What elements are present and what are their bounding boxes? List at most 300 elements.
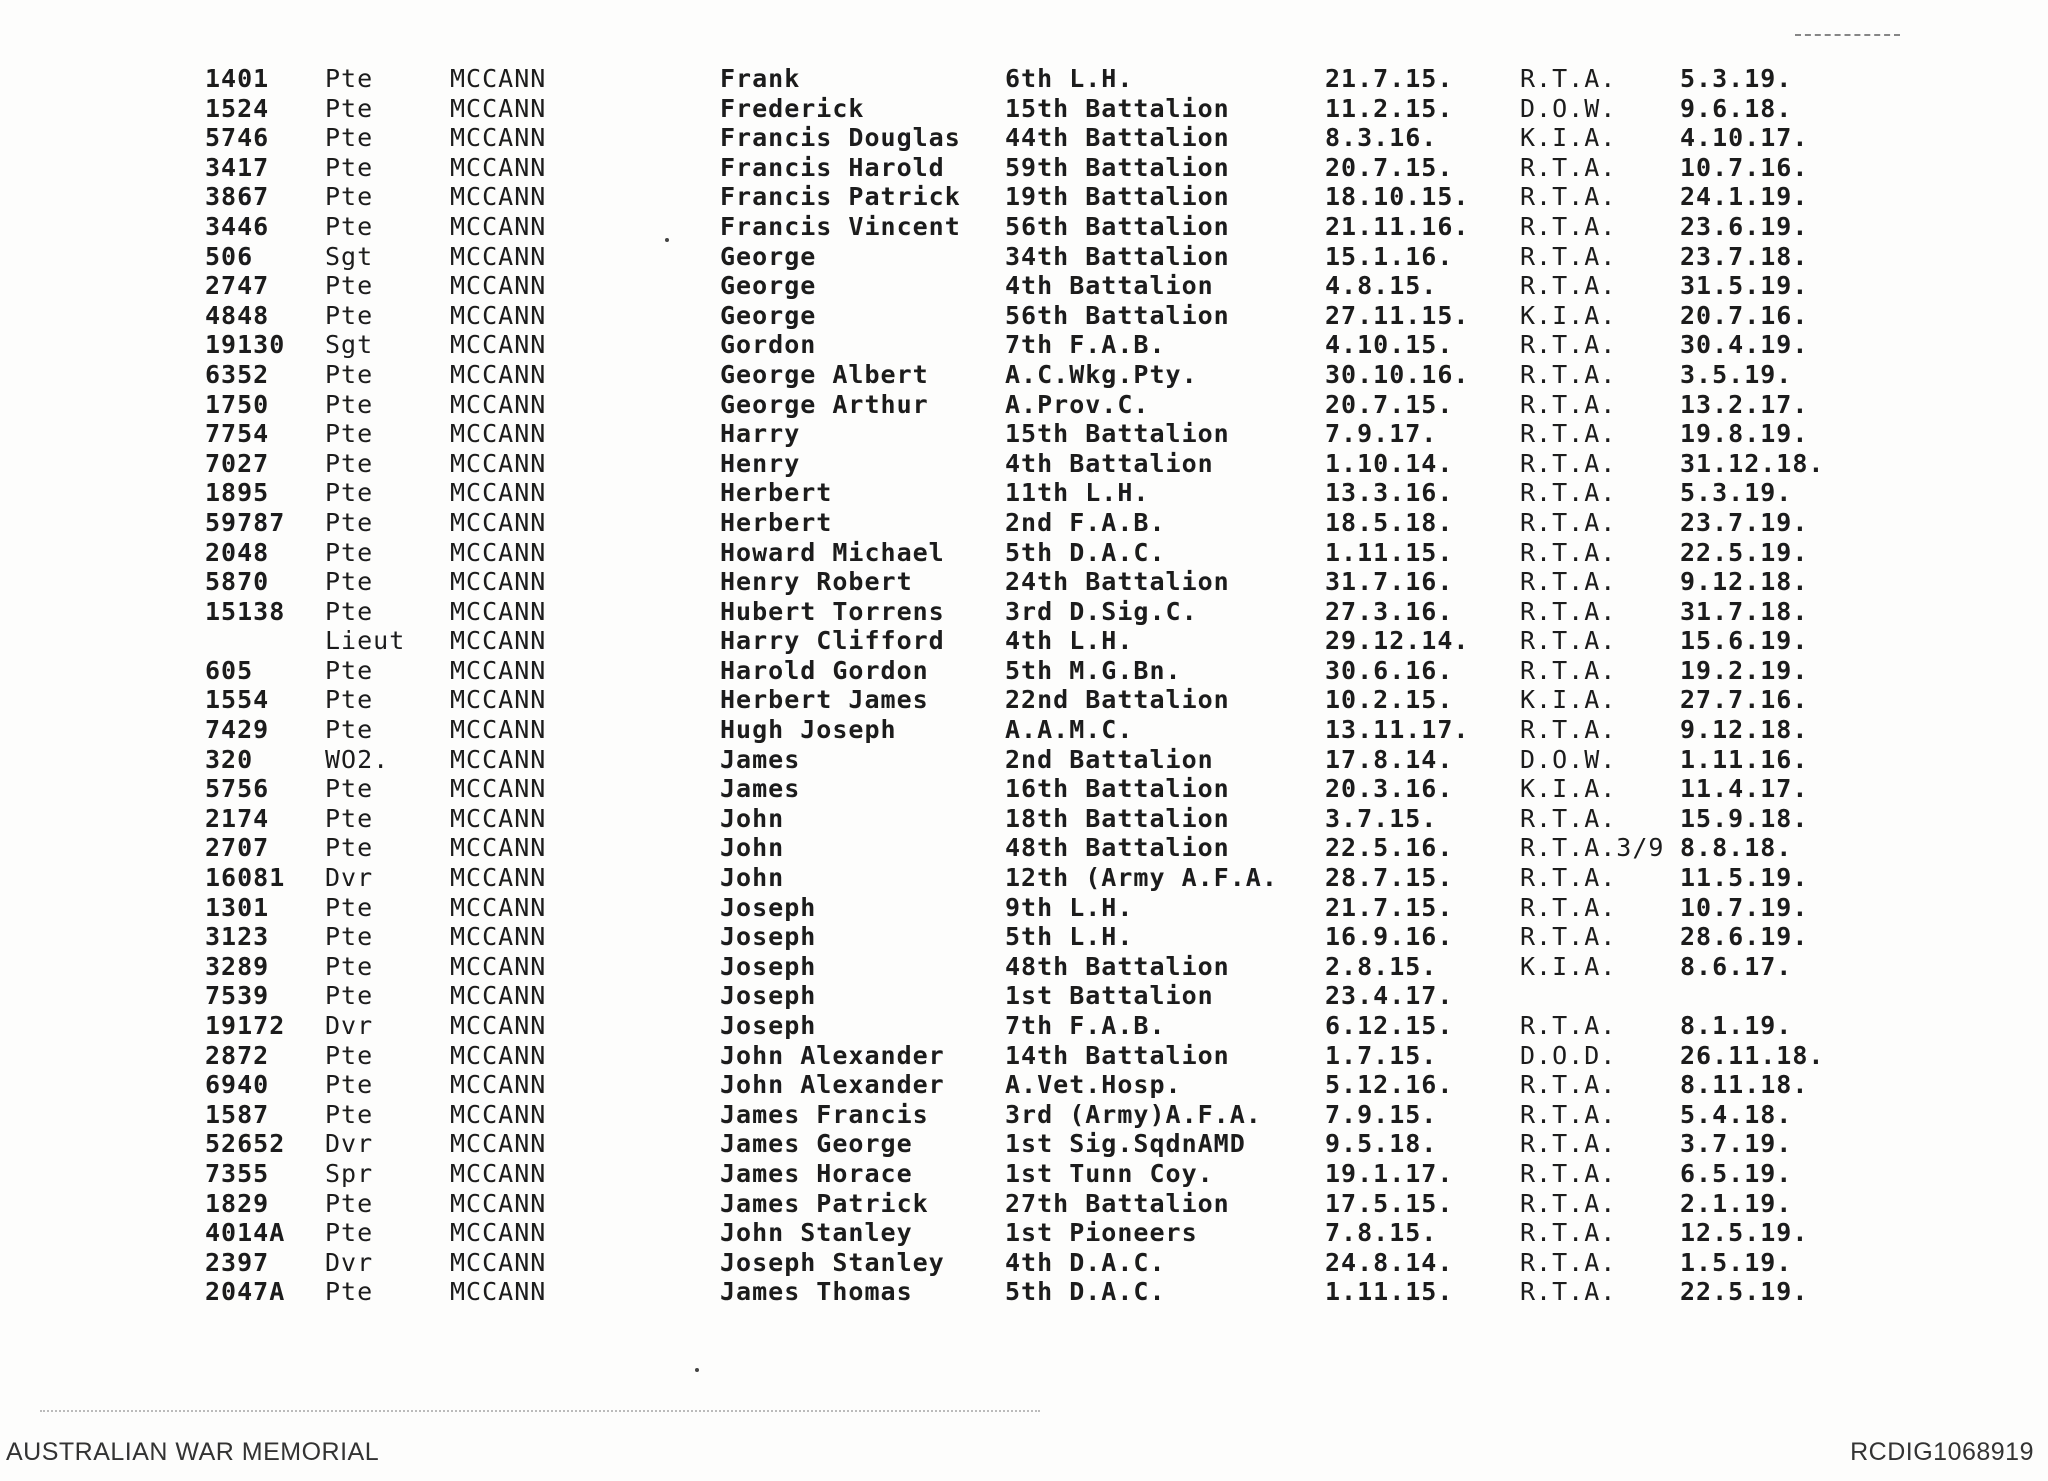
surname: MCCANN — [450, 123, 547, 153]
table-row — [205, 330, 1905, 360]
enlistment-date: 21.7.15. — [1325, 892, 1454, 922]
given-names: Joseph — [720, 981, 817, 1011]
table-row — [205, 922, 1905, 952]
surname: MCCANN — [450, 1158, 547, 1188]
rank: Pte — [325, 64, 374, 93]
surname: MCCANN — [450, 300, 547, 330]
table-row — [205, 656, 1905, 686]
fate: R.T.A. — [1520, 715, 1617, 745]
fate-date: 27.7.16. — [1680, 685, 1809, 715]
surname: MCCANN — [450, 626, 547, 656]
fate: R.T.A. — [1520, 567, 1617, 597]
table-row — [205, 508, 1905, 538]
unit: 15th Battalion — [1005, 419, 1230, 449]
enlistment-date: 17.5.15. — [1325, 1188, 1454, 1218]
unit: 3rd (Army)A.F.A. — [1005, 1099, 1262, 1129]
fate-date: 10.7.19. — [1680, 892, 1809, 922]
table-row — [205, 685, 1905, 715]
enlistment-date: 2.8.15. — [1325, 951, 1438, 981]
enlistment-date: 28.7.15. — [1325, 863, 1454, 893]
fate-date: 15.6.19. — [1680, 626, 1809, 656]
fate: R.T.A. — [1520, 863, 1617, 893]
enlistment-date: 19.1.17. — [1325, 1158, 1454, 1188]
fate: D.O.W. — [1520, 93, 1617, 123]
fate-date: 9.6.18. — [1680, 93, 1793, 123]
surname: MCCANN — [450, 64, 547, 93]
fate-date: 5.3.19. — [1680, 64, 1793, 93]
table-row — [205, 1041, 1905, 1071]
fate-date: 15.9.18. — [1680, 803, 1809, 833]
faint-dotted-line — [40, 1410, 1040, 1412]
fate: K.I.A. — [1520, 951, 1617, 981]
rank: Pte — [325, 596, 374, 626]
surname: MCCANN — [450, 271, 547, 301]
fate: R.T.A. — [1520, 448, 1617, 478]
table-row — [205, 419, 1905, 449]
surname: MCCANN — [450, 211, 547, 241]
rank: Pte — [325, 1218, 374, 1248]
given-names: John — [720, 803, 785, 833]
rank: Pte — [325, 478, 374, 508]
fate-date: 8.1.19. — [1680, 1011, 1793, 1040]
table-row — [205, 449, 1905, 479]
unit: 5th D.A.C. — [1005, 537, 1166, 567]
nominal-roll-table — [205, 64, 1905, 1307]
rank: Pte — [325, 951, 374, 981]
given-names: Harry — [720, 419, 801, 449]
service-number: 59787 — [205, 507, 286, 537]
given-names: James Thomas — [720, 1277, 913, 1307]
service-number: 320 — [205, 744, 254, 774]
enlistment-date: 7.8.15. — [1325, 1218, 1438, 1248]
unit: 48th Battalion — [1005, 833, 1230, 863]
enlistment-date: 1.10.14. — [1325, 448, 1454, 478]
unit: 1st Battalion — [1005, 981, 1214, 1011]
table-row — [205, 538, 1905, 568]
unit: 2nd Battalion — [1005, 744, 1214, 774]
unit: 27th Battalion — [1005, 1188, 1230, 1218]
service-number: 16081 — [205, 863, 286, 893]
rank: Pte — [325, 448, 374, 478]
fate-date: 23.7.18. — [1680, 241, 1809, 271]
rank: Pte — [325, 803, 374, 833]
rank: Sgt — [325, 241, 374, 271]
given-names: John Stanley — [720, 1218, 913, 1248]
surname: MCCANN — [450, 1070, 547, 1100]
given-names: Hugh Joseph — [720, 715, 897, 745]
service-number: 3867 — [205, 182, 270, 212]
enlistment-date: 8.3.16. — [1325, 123, 1438, 153]
given-names: Francis Douglas — [720, 123, 961, 153]
enlistment-date: 5.12.16. — [1325, 1070, 1454, 1100]
enlistment-date: 10.2.15. — [1325, 685, 1454, 715]
service-number: 2047A — [205, 1277, 286, 1307]
fate: R.T.A. — [1520, 1129, 1617, 1159]
fate: R.T.A. — [1520, 389, 1617, 419]
unit: 14th Battalion — [1005, 1040, 1230, 1070]
enlistment-date: 3.7.15. — [1325, 803, 1438, 833]
given-names: Gordon — [720, 330, 817, 360]
surname: MCCANN — [450, 419, 547, 449]
surname: MCCANN — [450, 951, 547, 981]
unit: A.A.M.C. — [1005, 715, 1134, 745]
table-row — [205, 597, 1905, 627]
given-names: James George — [720, 1129, 913, 1159]
table-row — [205, 715, 1905, 745]
surname: MCCANN — [450, 1129, 547, 1159]
given-names: John Alexander — [720, 1070, 945, 1100]
service-number: 605 — [205, 655, 254, 685]
given-names: George Arthur — [720, 389, 929, 419]
rank: Spr — [325, 1158, 374, 1188]
given-names: Henry Robert — [720, 567, 913, 597]
given-names: Joseph — [720, 951, 817, 981]
surname: MCCANN — [450, 715, 547, 745]
service-number: 3289 — [205, 951, 270, 981]
surname: MCCANN — [450, 330, 547, 360]
fate: R.T.A. — [1520, 596, 1617, 626]
service-number: 19130 — [205, 330, 286, 360]
given-names: Francis Patrick — [720, 182, 961, 212]
rank: Dvr — [325, 1247, 374, 1277]
given-names: Frank — [720, 64, 801, 93]
unit: 48th Battalion — [1005, 951, 1230, 981]
service-number: 5870 — [205, 567, 270, 597]
unit: 7th F.A.B. — [1005, 1011, 1166, 1040]
service-number: 7429 — [205, 715, 270, 745]
fate-date: 31.5.19. — [1680, 271, 1809, 301]
unit: 5th L.H. — [1005, 922, 1134, 952]
given-names: Joseph Stanley — [720, 1247, 945, 1277]
fate-date: 5.3.19. — [1680, 478, 1793, 508]
service-number: 19172 — [205, 1011, 286, 1040]
service-number: 506 — [205, 241, 254, 271]
table-row — [205, 952, 1905, 982]
surname: MCCANN — [450, 152, 547, 182]
service-number: 4848 — [205, 300, 270, 330]
surname: MCCANN — [450, 596, 547, 626]
enlistment-date: 4.8.15. — [1325, 271, 1438, 301]
fate: R.T.A. — [1520, 537, 1617, 567]
table-row — [205, 1159, 1905, 1189]
fate-date: 12.5.19. — [1680, 1218, 1809, 1248]
rank: Lieut — [325, 626, 406, 656]
given-names: Howard Michael — [720, 537, 945, 567]
enlistment-date: 18.10.15. — [1325, 182, 1470, 212]
enlistment-date: 30.6.16. — [1325, 655, 1454, 685]
given-names: John — [720, 863, 785, 893]
enlistment-date: 1.11.15. — [1325, 1277, 1454, 1307]
fate: R.T.A. — [1520, 1070, 1617, 1100]
fate: K.I.A. — [1520, 685, 1617, 715]
enlistment-date: 20.7.15. — [1325, 152, 1454, 182]
archive-credit: AUSTRALIAN WAR MEMORIAL — [6, 1438, 380, 1466]
enlistment-date: 27.3.16. — [1325, 596, 1454, 626]
fate: R.T.A. — [1520, 211, 1617, 241]
table-row — [205, 1070, 1905, 1100]
table-row — [205, 1011, 1905, 1041]
unit: 2nd F.A.B. — [1005, 507, 1166, 537]
service-number: 3417 — [205, 152, 270, 182]
unit: 56th Battalion — [1005, 300, 1230, 330]
given-names: John Alexander — [720, 1040, 945, 1070]
fate-date: 3.5.19. — [1680, 359, 1793, 389]
given-names: James Francis — [720, 1099, 929, 1129]
table-row — [205, 1248, 1905, 1278]
fate: R.T.A. — [1520, 1218, 1617, 1248]
surname: MCCANN — [450, 655, 547, 685]
enlistment-date: 18.5.18. — [1325, 507, 1454, 537]
table-row — [205, 981, 1905, 1011]
surname: MCCANN — [450, 803, 547, 833]
enlistment-date: 20.7.15. — [1325, 389, 1454, 419]
enlistment-date: 4.10.15. — [1325, 330, 1454, 360]
fate-date: 3.7.19. — [1680, 1129, 1793, 1159]
rank: Pte — [325, 123, 374, 153]
unit: 44th Battalion — [1005, 123, 1230, 153]
fate: R.T.A. — [1520, 1247, 1617, 1277]
table-row — [205, 301, 1905, 331]
surname: MCCANN — [450, 1099, 547, 1129]
fate: R.T.A.3/9 — [1520, 833, 1665, 863]
given-names: Henry — [720, 448, 801, 478]
fate-date: 1.5.19. — [1680, 1247, 1793, 1277]
surname: MCCANN — [450, 1011, 547, 1040]
enlistment-date: 31.7.16. — [1325, 567, 1454, 597]
fate: K.I.A. — [1520, 300, 1617, 330]
surname: MCCANN — [450, 1247, 547, 1277]
fate-date: 11.4.17. — [1680, 774, 1809, 804]
fate-date: 20.7.16. — [1680, 300, 1809, 330]
surname: MCCANN — [450, 1188, 547, 1218]
unit: 9th L.H. — [1005, 892, 1134, 922]
surname: MCCANN — [450, 478, 547, 508]
enlistment-date: 30.10.16. — [1325, 359, 1470, 389]
given-names: Francis Vincent — [720, 211, 961, 241]
table-row — [205, 94, 1905, 124]
enlistment-date: 7.9.17. — [1325, 419, 1438, 449]
rank: Pte — [325, 685, 374, 715]
enlistment-date: 11.2.15. — [1325, 93, 1454, 123]
fate: R.T.A. — [1520, 64, 1617, 93]
fate: R.T.A. — [1520, 330, 1617, 360]
rank: Pte — [325, 1070, 374, 1100]
rank: Pte — [325, 1188, 374, 1218]
service-number: 7027 — [205, 448, 270, 478]
surname: MCCANN — [450, 892, 547, 922]
fate-date: 5.4.18. — [1680, 1099, 1793, 1129]
surname: MCCANN — [450, 93, 547, 123]
table-row — [205, 745, 1905, 775]
surname: MCCANN — [450, 241, 547, 271]
fate: R.T.A. — [1520, 271, 1617, 301]
fate-date: 22.5.19. — [1680, 1277, 1809, 1307]
fate-date: 9.12.18. — [1680, 567, 1809, 597]
rank: Dvr — [325, 1129, 374, 1159]
table-row — [205, 804, 1905, 834]
service-number: 5756 — [205, 774, 270, 804]
fate-date: 30.4.19. — [1680, 330, 1809, 360]
table-row — [205, 774, 1905, 804]
service-number: 7355 — [205, 1158, 270, 1188]
unit: 6th L.H. — [1005, 64, 1134, 93]
fate: R.T.A. — [1520, 182, 1617, 212]
fate: R.T.A. — [1520, 507, 1617, 537]
rank: Sgt — [325, 330, 374, 360]
table-row — [205, 833, 1905, 863]
given-names: James — [720, 774, 801, 804]
surname: MCCANN — [450, 922, 547, 952]
service-number: 2174 — [205, 803, 270, 833]
service-number: 1895 — [205, 478, 270, 508]
surname: MCCANN — [450, 1277, 547, 1307]
unit: 12th (Army A.F.A. — [1005, 863, 1278, 893]
enlistment-date: 1.7.15. — [1325, 1040, 1438, 1070]
rank: Pte — [325, 922, 374, 952]
service-number: 1587 — [205, 1099, 270, 1129]
table-row — [205, 212, 1905, 242]
fate: R.T.A. — [1520, 892, 1617, 922]
rank: Pte — [325, 1277, 374, 1307]
service-number: 1401 — [205, 64, 270, 93]
rank: Pte — [325, 419, 374, 449]
surname: MCCANN — [450, 833, 547, 863]
given-names: George — [720, 271, 817, 301]
unit: 5th D.A.C. — [1005, 1277, 1166, 1307]
unit: 56th Battalion — [1005, 211, 1230, 241]
surname: MCCANN — [450, 567, 547, 597]
fate-date: 8.6.17. — [1680, 951, 1793, 981]
enlistment-date: 13.3.16. — [1325, 478, 1454, 508]
service-number: 1554 — [205, 685, 270, 715]
given-names: Herbert James — [720, 685, 929, 715]
table-row — [205, 1129, 1905, 1159]
fate-date: 1.11.16. — [1680, 744, 1809, 774]
service-number: 5746 — [205, 123, 270, 153]
surname: MCCANN — [450, 863, 547, 893]
unit: 34th Battalion — [1005, 241, 1230, 271]
unit: 59th Battalion — [1005, 152, 1230, 182]
fate: R.T.A. — [1520, 478, 1617, 508]
unit: 19th Battalion — [1005, 182, 1230, 212]
surname: MCCANN — [450, 537, 547, 567]
enlistment-date: 24.8.14. — [1325, 1247, 1454, 1277]
service-number: 3123 — [205, 922, 270, 952]
enlistment-date: 13.11.17. — [1325, 715, 1470, 745]
table-row — [205, 64, 1905, 94]
rank: Pte — [325, 567, 374, 597]
given-names: Joseph — [720, 892, 817, 922]
table-row — [205, 123, 1905, 153]
enlistment-date: 27.11.15. — [1325, 300, 1470, 330]
fate-date: 8.11.18. — [1680, 1070, 1809, 1100]
fate: R.T.A. — [1520, 1011, 1617, 1040]
corner-scribble — [1795, 34, 1900, 39]
surname: MCCANN — [450, 182, 547, 212]
fate: R.T.A. — [1520, 1158, 1617, 1188]
enlistment-date: 7.9.15. — [1325, 1099, 1438, 1129]
rank: Pte — [325, 507, 374, 537]
fate-date: 26.11.18. — [1680, 1040, 1825, 1070]
table-row — [205, 153, 1905, 183]
given-names: Harold Gordon — [720, 655, 929, 685]
fate: R.T.A. — [1520, 359, 1617, 389]
service-number: 6940 — [205, 1070, 270, 1100]
surname: MCCANN — [450, 1218, 547, 1248]
given-names: Harry Clifford — [720, 626, 945, 656]
rank: Pte — [325, 715, 374, 745]
given-names: James Horace — [720, 1158, 913, 1188]
surname: MCCANN — [450, 685, 547, 715]
fate-date: 6.5.19. — [1680, 1158, 1793, 1188]
unit: 4th Battalion — [1005, 271, 1214, 301]
unit: A.C.Wkg.Pty. — [1005, 359, 1198, 389]
unit: 1st Sig.SqdnAMD — [1005, 1129, 1246, 1159]
fate-date: 31.12.18. — [1680, 448, 1825, 478]
table-row — [205, 626, 1905, 656]
surname: MCCANN — [450, 507, 547, 537]
fate: D.O.W. — [1520, 744, 1617, 774]
rank: Pte — [325, 1040, 374, 1070]
unit: 7th F.A.B. — [1005, 330, 1166, 360]
table-row — [205, 478, 1905, 508]
rank: WO2. — [325, 744, 390, 774]
fate-date: 22.5.19. — [1680, 537, 1809, 567]
enlistment-date: 23.4.17. — [1325, 981, 1454, 1011]
service-number: 1524 — [205, 93, 270, 123]
table-row — [205, 360, 1905, 390]
table-row — [205, 893, 1905, 923]
given-names: Joseph — [720, 1011, 817, 1040]
fate-date: 8.8.18. — [1680, 833, 1793, 863]
table-row — [205, 863, 1905, 893]
fate: R.T.A. — [1520, 1188, 1617, 1218]
rank: Pte — [325, 300, 374, 330]
service-number: 15138 — [205, 596, 286, 626]
table-row — [205, 271, 1905, 301]
table-row — [205, 1277, 1905, 1307]
rank: Pte — [325, 93, 374, 123]
fate-date: 11.5.19. — [1680, 863, 1809, 893]
table-row — [205, 390, 1905, 420]
unit: 5th M.G.Bn. — [1005, 655, 1182, 685]
service-number: 2747 — [205, 271, 270, 301]
enlistment-date: 20.3.16. — [1325, 774, 1454, 804]
rank: Pte — [325, 892, 374, 922]
enlistment-date: 29.12.14. — [1325, 626, 1470, 656]
fate-date: 2.1.19. — [1680, 1188, 1793, 1218]
fate: R.T.A. — [1520, 1099, 1617, 1129]
enlistment-date: 17.8.14. — [1325, 744, 1454, 774]
table-row — [205, 1100, 1905, 1130]
service-number: 4014A — [205, 1218, 286, 1248]
given-names: Joseph — [720, 922, 817, 952]
surname: MCCANN — [450, 359, 547, 389]
given-names: James — [720, 744, 801, 774]
unit: 22nd Battalion — [1005, 685, 1230, 715]
rank: Pte — [325, 152, 374, 182]
table-row — [205, 1189, 1905, 1219]
unit: 4th L.H. — [1005, 626, 1134, 656]
service-number: 2872 — [205, 1040, 270, 1070]
fate: R.T.A. — [1520, 419, 1617, 449]
surname: MCCANN — [450, 1040, 547, 1070]
given-names: George — [720, 300, 817, 330]
ink-speck — [695, 1368, 699, 1372]
service-number: 2707 — [205, 833, 270, 863]
rank: Pte — [325, 774, 374, 804]
enlistment-date: 22.5.16. — [1325, 833, 1454, 863]
